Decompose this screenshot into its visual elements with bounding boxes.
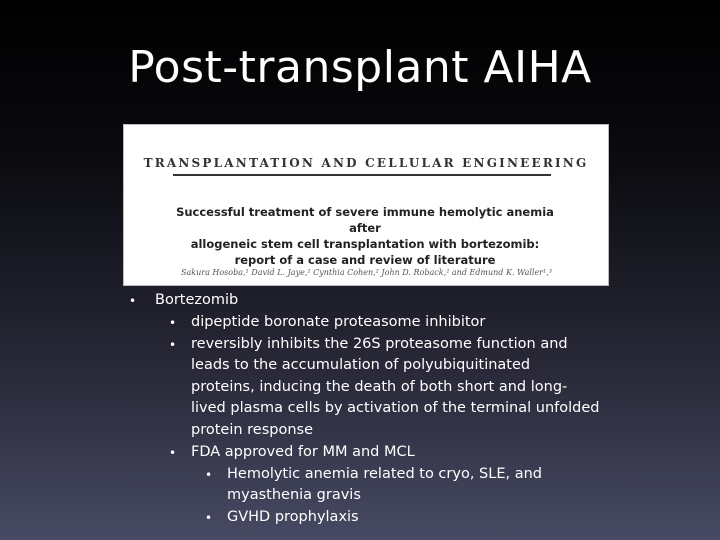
article-authors: Sakura Hosoba,¹ David L. Jaye,² Cynthia Cohen,² John D. Roback,² and Edmund K. Waller¹,³ (181, 268, 552, 277)
slide-title: Post-transplant AIHA (128, 42, 592, 93)
journal-section-heading: TRANSPLANTATION AND CELLULAR ENGINEERING (143, 156, 589, 170)
bullet-text-bortezomib: Bortezomib (155, 292, 239, 308)
bullet-dot: • (169, 316, 177, 330)
bullet-text-fda-approval: FDA approved for MM and MCL (191, 444, 415, 460)
bullet-dot: • (205, 468, 213, 482)
article-title-line: Successful treatment of severe immune hemolytic anemia after (176, 205, 554, 235)
bullet-text-hemolytic-anemia-line: Hemolytic anemia related to cryo, SLE, and (227, 466, 542, 482)
header-rule (173, 174, 551, 176)
bullet-text-gvhd-prophylaxis: GVHD prophylaxis (227, 509, 359, 525)
bullet-dot: • (205, 511, 213, 525)
article-title (171, 204, 559, 268)
bullet-text-mechanism-line: proteins, inducing the death of both short and long- (191, 379, 568, 395)
article-header-image (123, 124, 609, 286)
bullet-dot: • (129, 294, 137, 308)
bullet-dot: • (169, 338, 177, 352)
bullet-text-mechanism-line: protein response (191, 422, 314, 438)
bullet-dot: • (169, 446, 177, 460)
bullet-text-mechanism-class: dipeptide boronate proteasome inhibitor (191, 314, 486, 330)
bullet-text-mechanism-line: leads to the accumulation of polyubiquitinated (191, 357, 531, 373)
bullet-text-mechanism-line: reversibly inhibits the 26S proteasome function and (191, 336, 568, 352)
bullet-text-mechanism-line: lived plasma cells by activation of the terminal unfolded (191, 400, 600, 416)
article-title-line: report of a case and review of literature (234, 253, 496, 267)
bullet-text-hemolytic-anemia-line: myasthenia gravis (227, 487, 361, 503)
article-title-line: allogeneic stem cell transplantation with bortezomib: (190, 237, 540, 251)
